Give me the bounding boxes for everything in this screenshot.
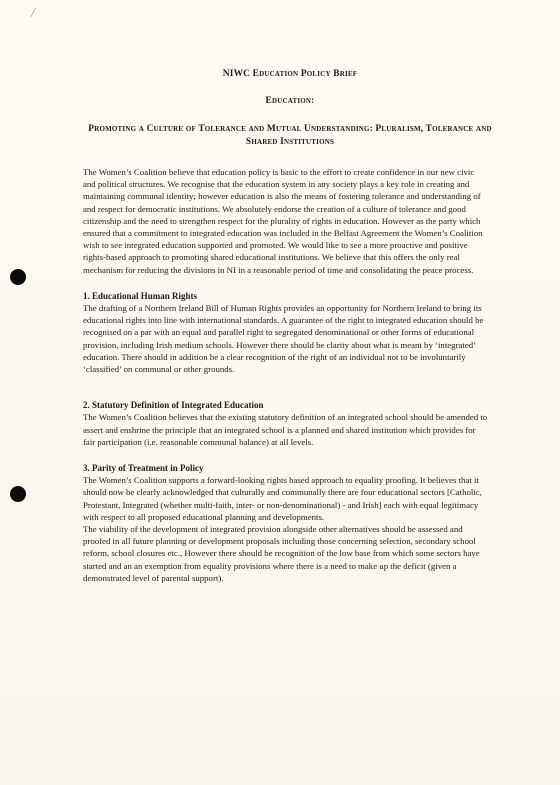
punch-hole-bottom	[10, 486, 26, 502]
section-heading: 2. Statutory Definition of Integrated Education	[83, 400, 264, 411]
section-statutory-definition	[83, 399, 488, 448]
section-parity-of-treatment	[83, 462, 488, 584]
document-body	[83, 166, 488, 608]
punch-hole-top	[10, 269, 26, 285]
section-heading: 3. Parity of Treatment in Policy	[83, 463, 204, 474]
section-paragraph: The viability of the development of integrated provision alongside other alternatives should be assessed and proofed in all future planning or development proposals including those concerning selection, secondary school reform, school closures etc., However there should be recognition of the low base from which some sectors have started and an an exemption from equality provisions where there is a need to make up the deficit (given a demonstrated level of parental support).	[83, 524, 480, 583]
intro-paragraph: The Women’s Coalition believe that education policy is basic to the effort to create confidence in our new civic and political structures. We recognise that the education system in any society plays a key role in creating and maintaining communal identity; however education is also the means of fostering tolerance and understanding of and respect for democratic institutions. We absolutely endorse the creation of a culture of tolerance and good citizenship and the need to strengthen respect for the plurality of rights in education. However as the party which ensured that a commitment to integrated education was included in the Belfast Agreement the Women’s Coalition wish to see integrated education supported and promoted. We would like to see a more proactive and positive rights-based approach to promoting shared educational institutions. We believe that this offers the only real mechanism for reducing the divisions in NI in a reasonable period of time and consolidating the peace process.	[83, 167, 483, 275]
section-educational-human-rights	[83, 290, 488, 375]
section-heading: 1. Educational Human Rights	[83, 290, 198, 301]
section-paragraph: The Women’s Coalition believes that the existing statutory definition of an integrated school should be amended to assert and enshrine the principle that an integrated school is a planned and shared institution which provides for fair participation (i.e. reasonable communal balance) at all levels.	[83, 412, 488, 447]
section-paragraph: The Women’s Coalition supports a forward-looking rights based approach to equality proofing. It believes that it should now be clearly acknowledged that culturally and communally there are four educational sectors [Catholic, Protestant, Integrated (whether multi-faith, inter- or non-denominational) - and Irish] each with equal legitimacy with respect to all proposed educational planning and developments.	[83, 475, 482, 522]
document-subtitle: Education:	[265, 96, 315, 106]
document-title: NIWC Education Policy Brief	[222, 69, 358, 79]
section-paragraph: The drafting of a Northern Ireland Bill of Human Rights provides an opportunity for Northern Ireland to bring its educational rights into line with international standards. A guarantee of the right to integrated education should be recognised on a par with an equal and parallel right to segregated denominational or other forms of educational provision, including Irish medium schools. However there should be clarity about what is meant by ‘integrated’ education. There should in addition be a clear recognition of the right of an individual not to be involuntarily ‘classified’ on communal or other grounds.	[83, 303, 484, 375]
document-topic: Promoting a Culture of Tolerance and Mutual Understanding: Pluralism, Tolerance and Shared Institutions	[88, 124, 492, 147]
pen-mark: /	[31, 6, 35, 21]
